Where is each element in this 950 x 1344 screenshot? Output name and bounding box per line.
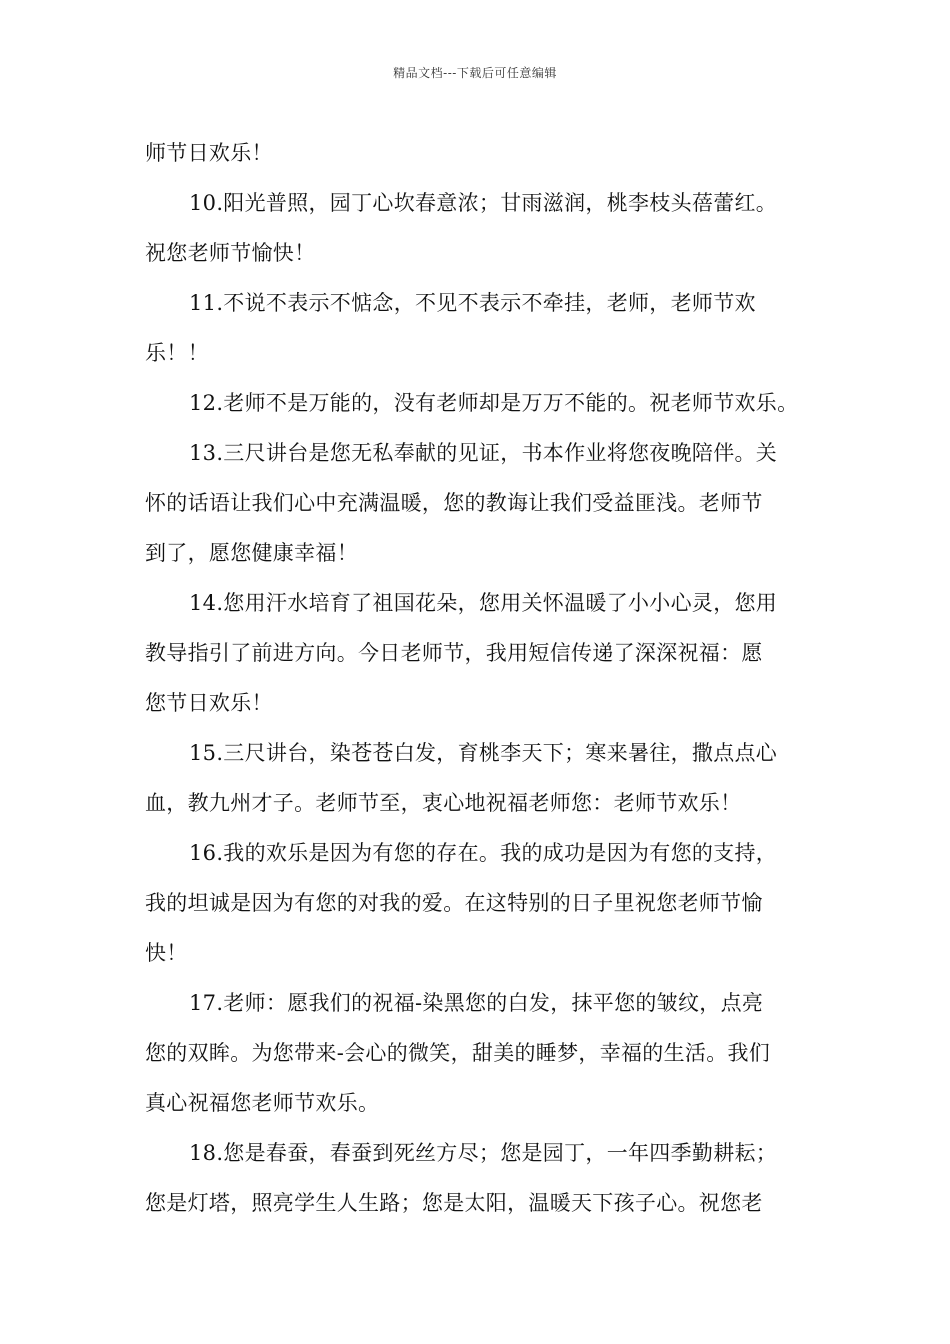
paragraph	[145, 378, 815, 428]
text-line: 13.三尺讲台是您无私奉献的见证，书本作业将您夜晚陪伴。关	[189, 441, 778, 465]
text-line: 14.您用汗水培育了祖国花朵，您用关怀温暖了小小心灵，您用	[189, 591, 778, 615]
paragraph	[145, 428, 815, 578]
text-line: 您的双眸。为您带来-会心的微笑，甜美的睡梦，幸福的生活。我们	[145, 1041, 771, 1065]
text-line: 教导指引了前进方向。今日老师节，我用短信传递了深深祝福：愿	[145, 641, 763, 665]
text-line: 12.老师不是万能的，没有老师却是万万不能的。祝老师节欢乐。	[189, 391, 799, 415]
paragraph	[145, 978, 815, 1128]
text-line: 您是灯塔，照亮学生人生路；您是太阳，温暖天下孩子心。祝您老	[145, 1191, 763, 1215]
document-body	[145, 128, 815, 1228]
text-line: 16.我的欢乐是因为有您的存在。我的成功是因为有您的支持，	[189, 841, 778, 865]
paragraph	[145, 128, 815, 178]
text-line: 祝您老师节愉快！	[145, 241, 316, 265]
paragraph	[145, 178, 815, 278]
text-line: 血，教九州才子。老师节至，衷心地祝福老师您：老师节欢乐！	[145, 791, 742, 815]
text-line: 到了，愿您健康幸福！	[145, 541, 358, 565]
text-line: 怀的话语让我们心中充满温暖，您的教诲让我们受益匪浅。老师节	[145, 491, 763, 515]
text-line: 18.您是春蚕，春蚕到死丝方尽；您是园丁，一年四季勤耕耘；	[189, 1141, 778, 1165]
text-line: 乐！！	[145, 341, 209, 365]
text-line: 您节日欢乐！	[145, 691, 273, 715]
paragraph	[145, 578, 815, 728]
text-line: 快！	[145, 941, 188, 965]
paragraph	[145, 278, 815, 378]
text-line: 师节日欢乐！	[145, 141, 273, 165]
paragraph	[145, 1128, 815, 1228]
paragraph	[145, 728, 815, 828]
text-line: 我的坦诚是因为有您的对我的爱。在这特别的日子里祝您老师节愉	[145, 891, 763, 915]
text-line: 15.三尺讲台，染苍苍白发，育桃李天下；寒来暑往，撒点点心	[189, 741, 778, 765]
page-header: 精品文档---下载后可任意编辑	[393, 66, 557, 80]
text-line: 10.阳光普照，园丁心坎春意浓；甘雨滋润，桃李枝头蓓蕾红。	[189, 191, 778, 215]
text-line: 11.不说不表示不惦念，不见不表示不牵挂，老师，老师节欢	[189, 291, 756, 315]
text-line: 真心祝福您老师节欢乐。	[145, 1091, 380, 1115]
paragraph	[145, 828, 815, 978]
text-line: 17.老师：愿我们的祝福-染黑您的白发，抹平您的皱纹，点亮	[189, 991, 764, 1015]
